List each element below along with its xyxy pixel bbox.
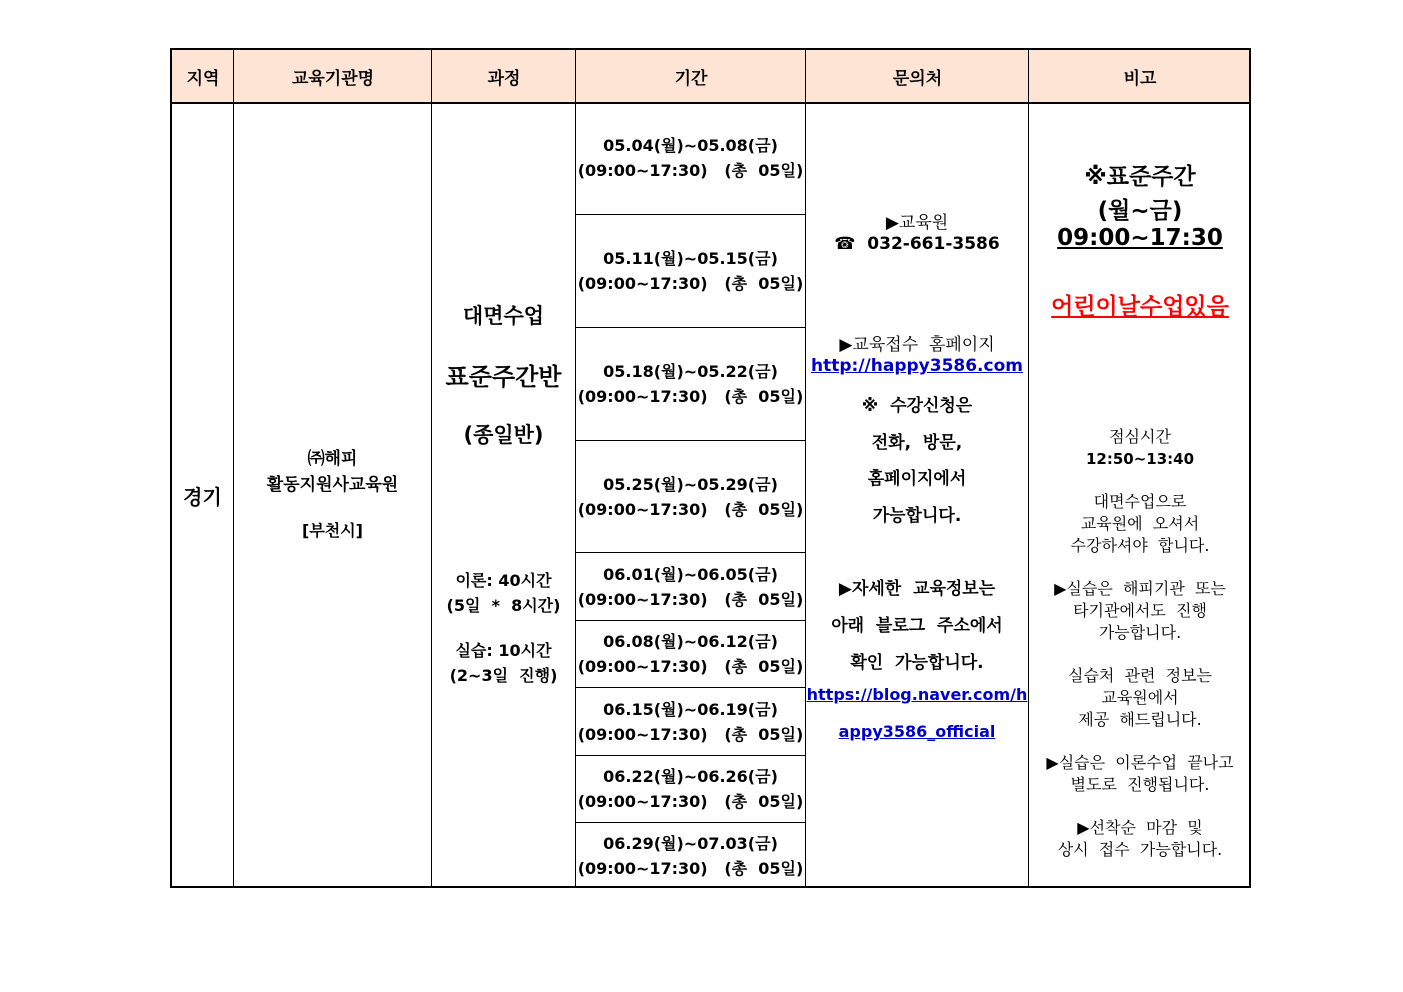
blog-link-wrap1 <box>806 685 1028 704</box>
period-dates: 06.29(월)~07.03(금) <box>603 833 778 853</box>
remarks-notes <box>1029 426 1251 861</box>
remarks-standard-title: ※표준주간 <box>1084 164 1196 190</box>
contact-phone: ☎ 032-661-3586 <box>834 234 1000 254</box>
header-remarks: 비고 <box>1123 68 1157 89</box>
header-institution: 교육기관명 <box>291 68 375 89</box>
period-hours: (09:00~17:30) (총 05일) <box>577 657 804 676</box>
period-dates: 06.15(월)~06.19(금) <box>603 699 778 719</box>
course-theory: 이론: 40시간 <box>455 571 552 590</box>
remarks-standard-hours: 09:00~17:30 <box>1057 225 1223 251</box>
contact-blog2: 아래 블로그 주소에서 <box>831 616 1003 636</box>
period-dates: 05.25(월)~05.29(금) <box>603 474 778 494</box>
contact-homepage-link-wrap <box>806 356 1028 376</box>
period-hours: (09:00~17:30) (총 05일) <box>577 161 804 180</box>
remarks-cell <box>1029 102 1251 888</box>
period-hours: (09:00~17:30) (총 05일) <box>577 274 804 293</box>
course-type: (종일반) <box>463 423 544 447</box>
remarks-practice1: ▶실습은 해피기관 또는 <box>1054 579 1226 598</box>
course-practice: 실습: 10시간 <box>455 641 552 660</box>
remarks-enroll2: 상시 접수 가능합니다. <box>1057 840 1223 859</box>
period-dates: 06.01(월)~06.05(금) <box>603 564 778 584</box>
period-item <box>576 328 805 441</box>
course-theory-detail: (5일 * 8시간) <box>446 596 561 615</box>
contact-note2: 전화, 방문, <box>871 433 963 453</box>
header-contact: 문의처 <box>892 68 943 89</box>
course-hours <box>432 568 575 688</box>
period-hours: (09:00~17:30) (총 05일) <box>577 858 804 878</box>
remarks-enroll1: ▶선착순 마감 및 <box>1077 818 1203 837</box>
remarks-separate2: 별도로 진행됩니다. <box>1070 775 1210 794</box>
period-dates: 05.18(월)~05.22(금) <box>603 362 778 381</box>
period-item <box>576 553 805 621</box>
institution-name-line2: 활동지원사교육원 <box>266 475 399 495</box>
table-header <box>172 50 1249 104</box>
blog-link[interactable]: https://blog.naver.com/h <box>806 685 1028 704</box>
header-period: 기간 <box>674 68 708 89</box>
contact-office-label: ▶교육원 <box>885 213 949 233</box>
remarks-f2f1: 대면수업으로 <box>1093 492 1187 511</box>
remarks-practice3: 가능합니다. <box>1098 623 1182 642</box>
institution-cell <box>234 102 431 888</box>
blog-link-wrap2 <box>806 722 1028 741</box>
remarks-practice2: 타기관에서도 진행 <box>1073 601 1207 620</box>
period-item <box>576 823 805 888</box>
period-dates: 05.04(월)~05.08(금) <box>603 136 778 155</box>
contact-cell <box>806 102 1028 888</box>
period-item <box>576 621 805 688</box>
blog-link-continued[interactable]: appy3586_official <box>838 722 996 741</box>
period-hours: (09:00~17:30) (총 05일) <box>577 499 804 519</box>
header-region: 지역 <box>186 68 220 89</box>
period-dates: 05.11(월)~05.15(금) <box>603 249 778 268</box>
remarks-holiday: 어린이날수업있음 <box>1051 294 1229 320</box>
course-cell <box>432 102 575 888</box>
remarks-separate1: ▶실습은 이론수업 끝나고 <box>1046 753 1234 772</box>
remarks-lunch-label: 점심시간 <box>1109 427 1171 446</box>
contact-blog1: ▶자세한 교육정보는 <box>838 579 996 599</box>
contact-note1: ※ 수강신청은 <box>861 396 973 416</box>
contact-homepage-label: ▶교육접수 홈페이지 <box>839 335 995 355</box>
remarks-info3: 제공 해드립니다. <box>1078 710 1202 729</box>
period-item <box>576 102 805 215</box>
homepage-link[interactable]: http://happy3586.com <box>811 356 1023 376</box>
period-item <box>576 441 805 553</box>
period-hours: (09:00~17:30) (총 05일) <box>577 724 804 744</box>
remarks-standard-hours-wrap <box>1029 225 1251 251</box>
period-item <box>576 215 805 328</box>
period-dates: 06.22(월)~06.26(금) <box>603 767 778 786</box>
period-hours: (09:00~17:30) (총 05일) <box>577 589 804 609</box>
header-course: 과정 <box>487 68 521 89</box>
contact-note3: 홈페이지에서 <box>867 469 967 489</box>
remarks-holiday-wrap <box>1029 288 1251 321</box>
remarks-standard-days: (월~금) <box>1097 198 1183 224</box>
schedule-table <box>170 48 1251 888</box>
contact-blog3: 확인 가능합니다. <box>850 653 984 673</box>
period-hours: (09:00~17:30) (총 05일) <box>577 792 804 811</box>
institution-city: [부천시] <box>302 521 363 540</box>
course-name: 표준주간반 <box>445 363 562 391</box>
remarks-f2f3: 수강하셔야 합니다. <box>1070 536 1210 555</box>
course-practice-detail: (2~3일 진행) <box>449 666 558 685</box>
contact-note4: 가능합니다. <box>872 506 962 526</box>
period-item <box>576 756 805 823</box>
region-cell: 경기 <box>183 484 222 509</box>
remarks-info1: 실습처 관련 정보는 <box>1068 666 1212 685</box>
period-dates: 06.08(월)~06.12(금) <box>603 632 778 651</box>
period-item <box>576 688 805 756</box>
period-hours: (09:00~17:30) (총 05일) <box>577 387 804 406</box>
remarks-f2f2: 교육원에 오셔서 <box>1080 514 1200 533</box>
institution-name-line1: ㈜해피 <box>307 449 358 469</box>
course-mode: 대면수업 <box>462 304 545 328</box>
remarks-info2: 교육원에서 <box>1101 688 1179 707</box>
remarks-lunch-time: 12:50~13:40 <box>1085 450 1195 468</box>
